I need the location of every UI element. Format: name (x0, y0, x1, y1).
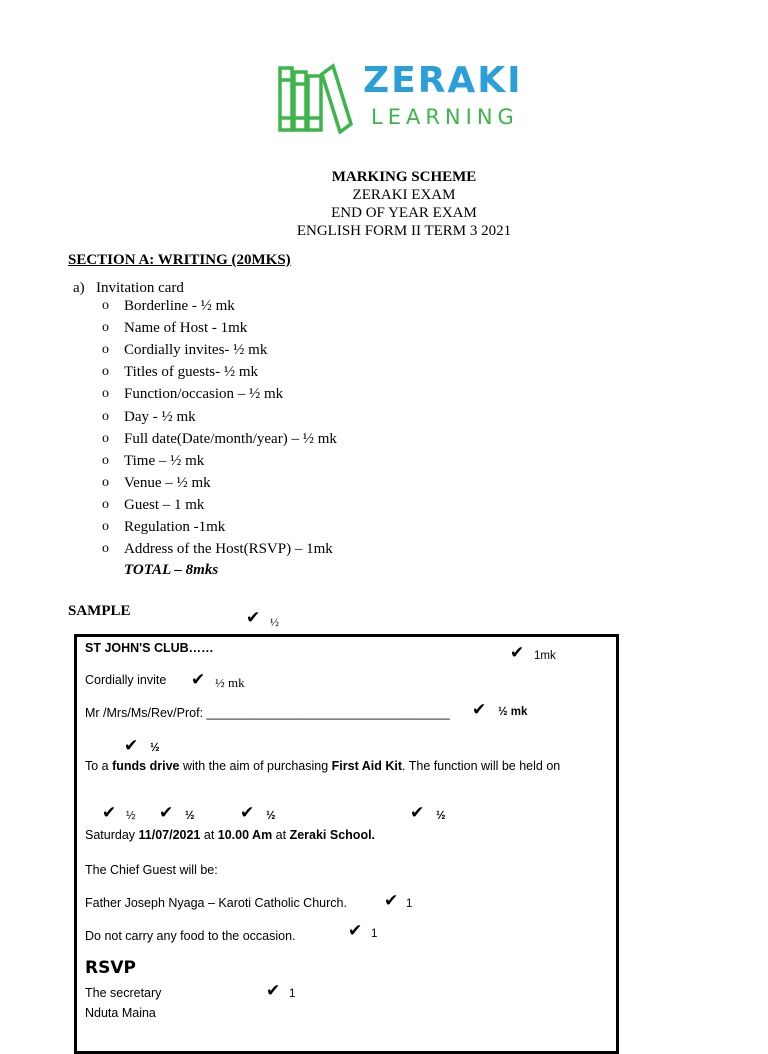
rsvp-heading: RSVP (85, 958, 136, 978)
check-icon: ✔ (384, 891, 399, 911)
secretary-name: Nduta Maina (85, 1006, 156, 1020)
bullet-icon: o (102, 474, 109, 490)
function-line: To a funds drive with the aim of purchasing First Aid Kit. The function will be held on (85, 759, 561, 773)
doc-title: MARKING SCHEME (331, 169, 477, 185)
check-icon: ✔ (159, 803, 174, 823)
sample-heading: SAMPLE (68, 603, 131, 619)
marking-item-text: Titles of guests- ½ mk (124, 364, 259, 381)
check-icon: ✔ (348, 921, 363, 941)
exam-type: END OF YEAR EXAM (331, 205, 477, 221)
marking-item-text: Borderline - ½ mk (124, 298, 235, 314)
check-icon: ✔ (246, 608, 261, 628)
marking-item-text: Full date(Date/month/year) – ½ mk (124, 430, 337, 447)
bullet-icon: o (102, 342, 109, 358)
section-heading: SECTION A: WRITING (20MKS) (68, 252, 291, 268)
regulation-text: Do not carry any food to the occasion. (85, 929, 296, 943)
bullet-icon: o (102, 496, 109, 512)
check-icon: ✔ (510, 643, 525, 663)
marking-item-text: Time – ½ mk (124, 452, 205, 469)
bullet-icon: o (102, 298, 109, 313)
secretary-title: The secretary (85, 986, 162, 1000)
check-icon: ✔ (191, 670, 206, 690)
marking-item-text: Day - ½ mk (124, 408, 196, 425)
chief-guest-label: The Chief Guest will be: (85, 863, 218, 877)
mark-label: 1mk (534, 650, 556, 662)
bullet-icon: o (102, 452, 109, 468)
mark-label: ½ (266, 810, 276, 822)
marking-item-text: Regulation -1mk (124, 519, 226, 535)
bullet-icon: o (102, 320, 109, 336)
logo-subwordmark: LEARNING (371, 105, 519, 129)
mark-label: ½ (185, 810, 195, 822)
question-label: a) (73, 280, 85, 296)
mark-label: ½ (126, 810, 136, 822)
check-icon: ✔ (240, 803, 255, 823)
bullet-icon: o (102, 430, 109, 446)
mark-label: ½ (436, 810, 446, 822)
marking-item-text: Cordially invites- ½ mk (124, 342, 268, 359)
titles-line: Mr /Mrs/Ms/Rev/Prof: ___________________________________ (85, 706, 450, 720)
mark-label: ½ mk (498, 706, 528, 718)
logo-wordmark: ZERAKI (363, 60, 523, 101)
marking-item-text: Name of Host - 1mk (124, 320, 248, 337)
exam-subject: ENGLISH FORM II TERM 3 2021 (296, 223, 512, 239)
books-icon (276, 62, 356, 134)
check-icon: ✔ (124, 736, 139, 756)
mark-label: 1 (406, 898, 413, 910)
mark-label: ½ (150, 742, 160, 754)
marking-item-text: Function/occasion – ½ mk (124, 386, 284, 403)
marking-item-text: Guest – 1 mk (124, 496, 205, 513)
mark-label: 1 (371, 928, 378, 940)
mark-label: 1 (289, 988, 296, 1000)
marking-item-text: Address of the Host(RSVP) – 1mk (124, 541, 333, 558)
check-icon: ✔ (266, 981, 281, 1001)
bullet-icon: o (102, 408, 109, 424)
check-icon: ✔ (102, 803, 117, 823)
total-marks: TOTAL – 8mks (124, 562, 219, 578)
marking-item-text: Venue – ½ mk (124, 474, 211, 491)
bullet-icon: o (102, 386, 109, 402)
bullet-icon: o (102, 541, 109, 557)
cordially-text: Cordially invite (85, 673, 167, 687)
date-line: Saturday 11/07/2021 at 10.00 Am at Zeraki School. (85, 828, 376, 842)
question-text: Invitation card (96, 280, 184, 296)
bullet-icon: o (102, 519, 109, 534)
bullet-icon: o (102, 364, 109, 380)
guest-name: Father Joseph Nyaga – Karoti Catholic Church. (85, 896, 347, 910)
mark-label: ½ (270, 615, 279, 629)
exam-name: ZERAKI EXAM (352, 187, 456, 203)
club-name: ST JOHN'S CLUB…… (85, 641, 214, 655)
check-icon: ✔ (410, 803, 425, 823)
mark-label: ½ mk (215, 675, 245, 690)
check-icon: ✔ (472, 700, 487, 720)
